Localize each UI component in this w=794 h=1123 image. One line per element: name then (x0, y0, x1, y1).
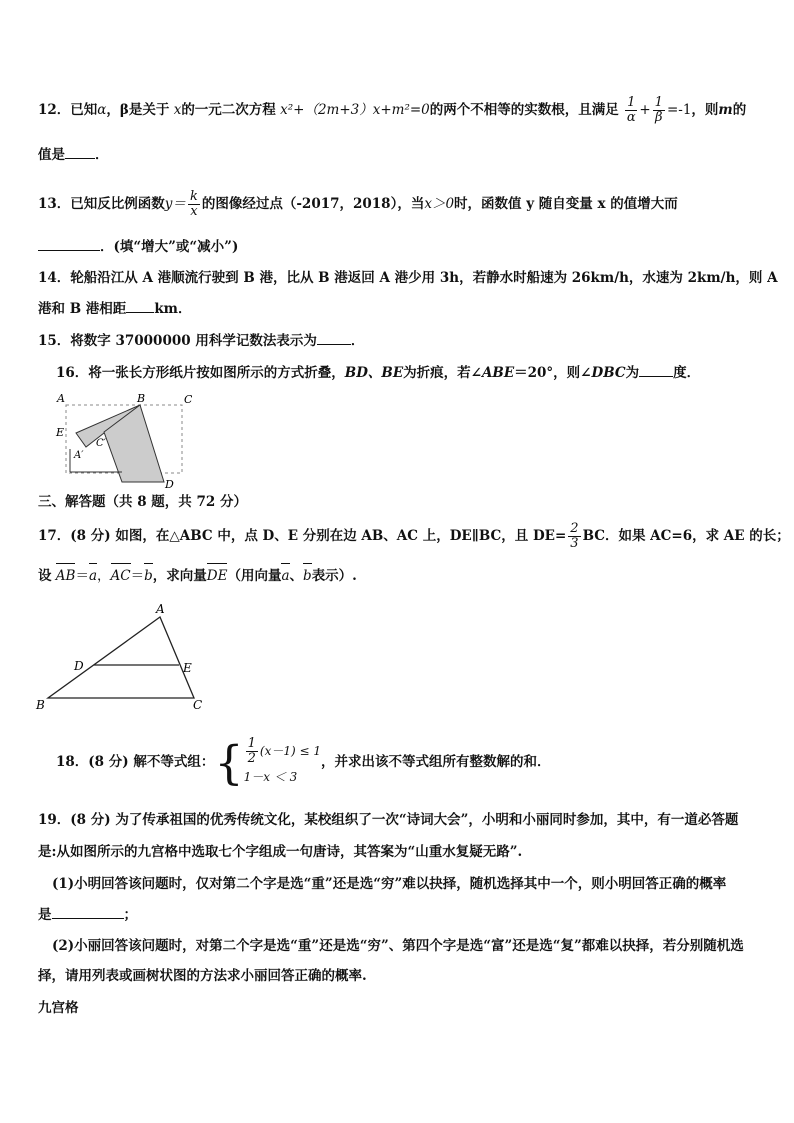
q17-label-A: A (156, 602, 165, 616)
q12-equation: x²+（2m+3）x+m²=0 (280, 102, 430, 118)
q17-text: 17．(8 分) 如图，在△ABC 中，点 D、E 分别在边 AB、AC 上，DE∥BC，且 DE= (38, 528, 567, 544)
q12-eqval: =-1 (666, 102, 692, 118)
q12-text4: 的两个不相等的实数根，且满足 (429, 102, 619, 118)
q17-line2 (38, 566, 357, 586)
q14-line1: 14．轮船沿江从 A 港顺流行驶到 B 港，比从 B 港返回 A 港少用 3h，若静水时船速为 26km/h，水速为 2km/h，则 A (38, 270, 778, 286)
q16-dbc: DBC (591, 365, 626, 381)
q18-brace: { (214, 735, 244, 790)
q13-x: x (190, 204, 198, 219)
q16-label-A1: A′ (74, 450, 84, 461)
q14-answer-blank (126, 298, 154, 313)
q16-label-D: D (165, 478, 174, 490)
q19-grid-title: 九宫格 (38, 1000, 79, 1016)
q16-text3: ＝20°，则∠ (514, 365, 592, 381)
q13-text2: 的图像经过点（-2017，2018），当 (201, 196, 425, 212)
q19-sub1-end: ； (123, 907, 137, 923)
q14-text: 港和 B 港相距 (38, 301, 127, 317)
q18-ineq1 (244, 737, 321, 766)
q12-line1 (38, 96, 746, 125)
q13-line1 (38, 190, 678, 219)
q17-set: 设 (38, 568, 52, 584)
q12-m: m (718, 102, 733, 118)
q19-sub2-line2: 择，请用列表或画树状图的方法求小丽回答正确的概率. (38, 968, 367, 984)
q17-frac-den: 3 (570, 536, 579, 551)
q15-line (38, 330, 364, 351)
q19-sub1-line1: (1)小明回答该问题时，仅对第二个字是选“重”还是选“穷”难以抉择，随机选择其中一个，则小明回答正确的概率 (52, 876, 727, 892)
q19-line2: 是:从如图所示的九宫格中选取七个字组成一句唐诗，其答案为“山重水复疑无路”. (38, 844, 523, 860)
q13-text3: 时，函数值 y 随自变量 x 的值增大而 (454, 196, 678, 212)
q16-end: 度． (673, 365, 701, 381)
q14-unit: km． (154, 301, 192, 317)
q14-line2 (38, 298, 191, 319)
q13-frac (188, 190, 200, 219)
q18-text2: ，并求出该不等式组所有整数解的和． (321, 754, 551, 770)
q17-label-E: E (183, 661, 192, 675)
q18-text: 18．(8 分) 解不等式组： (56, 754, 215, 770)
q16-label-B: B (137, 392, 146, 405)
q16-label-E: E (56, 426, 65, 439)
q17-vec-AB: AB (55, 568, 76, 584)
q16-label-C1: C′ (96, 438, 106, 449)
q12-line2 (38, 144, 109, 165)
q12-x: x (173, 102, 182, 118)
q17-triangle (48, 617, 194, 698)
q17-vec-AC: AC (110, 568, 131, 584)
q17-vec-b: b (144, 568, 153, 584)
q16-label-A: A (57, 392, 65, 405)
q16-line (56, 362, 700, 383)
q19-answer-blank (52, 904, 124, 919)
q12-frac1-num: 1 (627, 95, 636, 110)
q18-system (244, 737, 321, 788)
q16-label-C: C (184, 393, 192, 406)
q13-line2-text: ．(填“增大”或“减小”) (100, 239, 239, 255)
q16-folds: BD、BE (344, 365, 404, 381)
q17-vec-DE: DE (206, 568, 228, 584)
q12-text3: 的一元二次方程 (181, 102, 276, 118)
q12-frac1 (625, 96, 637, 125)
q18-ineq1-rest: (x－1) ≤ 1 (259, 744, 322, 758)
q18-ineq2: 1－x ＜ 3 (243, 770, 298, 784)
q17-label-C: C (193, 698, 203, 712)
q17-label-B: B (36, 698, 45, 712)
q17-frac-num: 2 (570, 521, 579, 536)
q12-frac1-den: α (626, 110, 636, 125)
q13-k: k (189, 189, 198, 204)
q12-frac2-num: 1 (654, 95, 663, 110)
q12-text5: ，则 (691, 102, 719, 118)
q18-line (56, 730, 551, 794)
q17-text2: BC．如果 AC=6，求 AE 的长； (582, 528, 790, 544)
q17-text3: ，求向量 (152, 568, 207, 584)
q17-sep: ， (97, 568, 111, 584)
q17-figure (34, 600, 214, 714)
q16-answer-blank (639, 362, 673, 377)
q18-frac (246, 737, 258, 766)
q15-text: 15．将数字 37000000 用科学记数法表示为 (38, 333, 317, 349)
q17-text5: 、 (289, 568, 304, 584)
q13-line2 (38, 236, 238, 257)
q12-plus: + (639, 102, 651, 118)
q13-text: 13．已知反比例函数 (38, 196, 165, 212)
q19-sub1-line2 (38, 904, 137, 925)
q19-line1: 19．(8 分) 为了传承祖国的优秀传统文化，某校组织了一次“诗词大会”，小明和小丽同时参加，其中，有一道必答题 (38, 812, 739, 828)
q16-abe: ABE (481, 365, 515, 381)
section-title: 三、解答题（共 8 题，共 72 分） (38, 494, 247, 510)
q18-frac-num: 1 (247, 736, 256, 751)
q16-figure (52, 388, 192, 490)
q12-frac2-den: β (655, 110, 663, 125)
q17-vec-a: a (88, 568, 98, 584)
q17-text4: （用向量 (227, 568, 282, 584)
q13-yeq: y＝ (164, 196, 186, 212)
q17-label-D: D (74, 659, 84, 673)
q19-sub2-line1: (2)小丽回答该问题时，对第二个字是选“重”还是选“穷”、第四个字是选“富”还是选“复”都难以抉择，若分别随机选 (52, 938, 744, 954)
q17-eq-b: ＝ (130, 568, 145, 584)
q17-eq-a: ＝ (75, 568, 89, 584)
q15-answer-blank (317, 330, 351, 345)
q17-vec-a2: a (281, 568, 290, 584)
q16-text4: 为 (625, 365, 640, 381)
q13-cond: x＞0 (424, 196, 455, 212)
q17-line1 (38, 522, 790, 551)
q12-text6: 的 (732, 102, 747, 118)
q12-text: 12．已知 (38, 102, 98, 118)
q16-text: 16．将一张长方形纸片按如图所示的方式折叠， (56, 365, 345, 381)
q12-line2-text: 值是 (38, 147, 65, 163)
q12-text2: ，β是关于 (106, 102, 170, 118)
q17-vec-b2: b (303, 568, 312, 584)
q12-end: ． (95, 147, 109, 163)
q15-end: ． (350, 333, 365, 349)
q12-alpha: α (97, 102, 107, 118)
q17-frac (568, 522, 580, 551)
q16-text2: 为折痕，若∠ (403, 365, 482, 381)
q13-answer-blank (38, 236, 100, 251)
q12-frac2 (653, 96, 665, 125)
q12-answer-blank (65, 144, 95, 159)
q17-text6: 表示）. (311, 568, 357, 584)
q19-sub1-pre: 是 (38, 907, 52, 923)
q18-frac-den: 2 (247, 751, 256, 766)
